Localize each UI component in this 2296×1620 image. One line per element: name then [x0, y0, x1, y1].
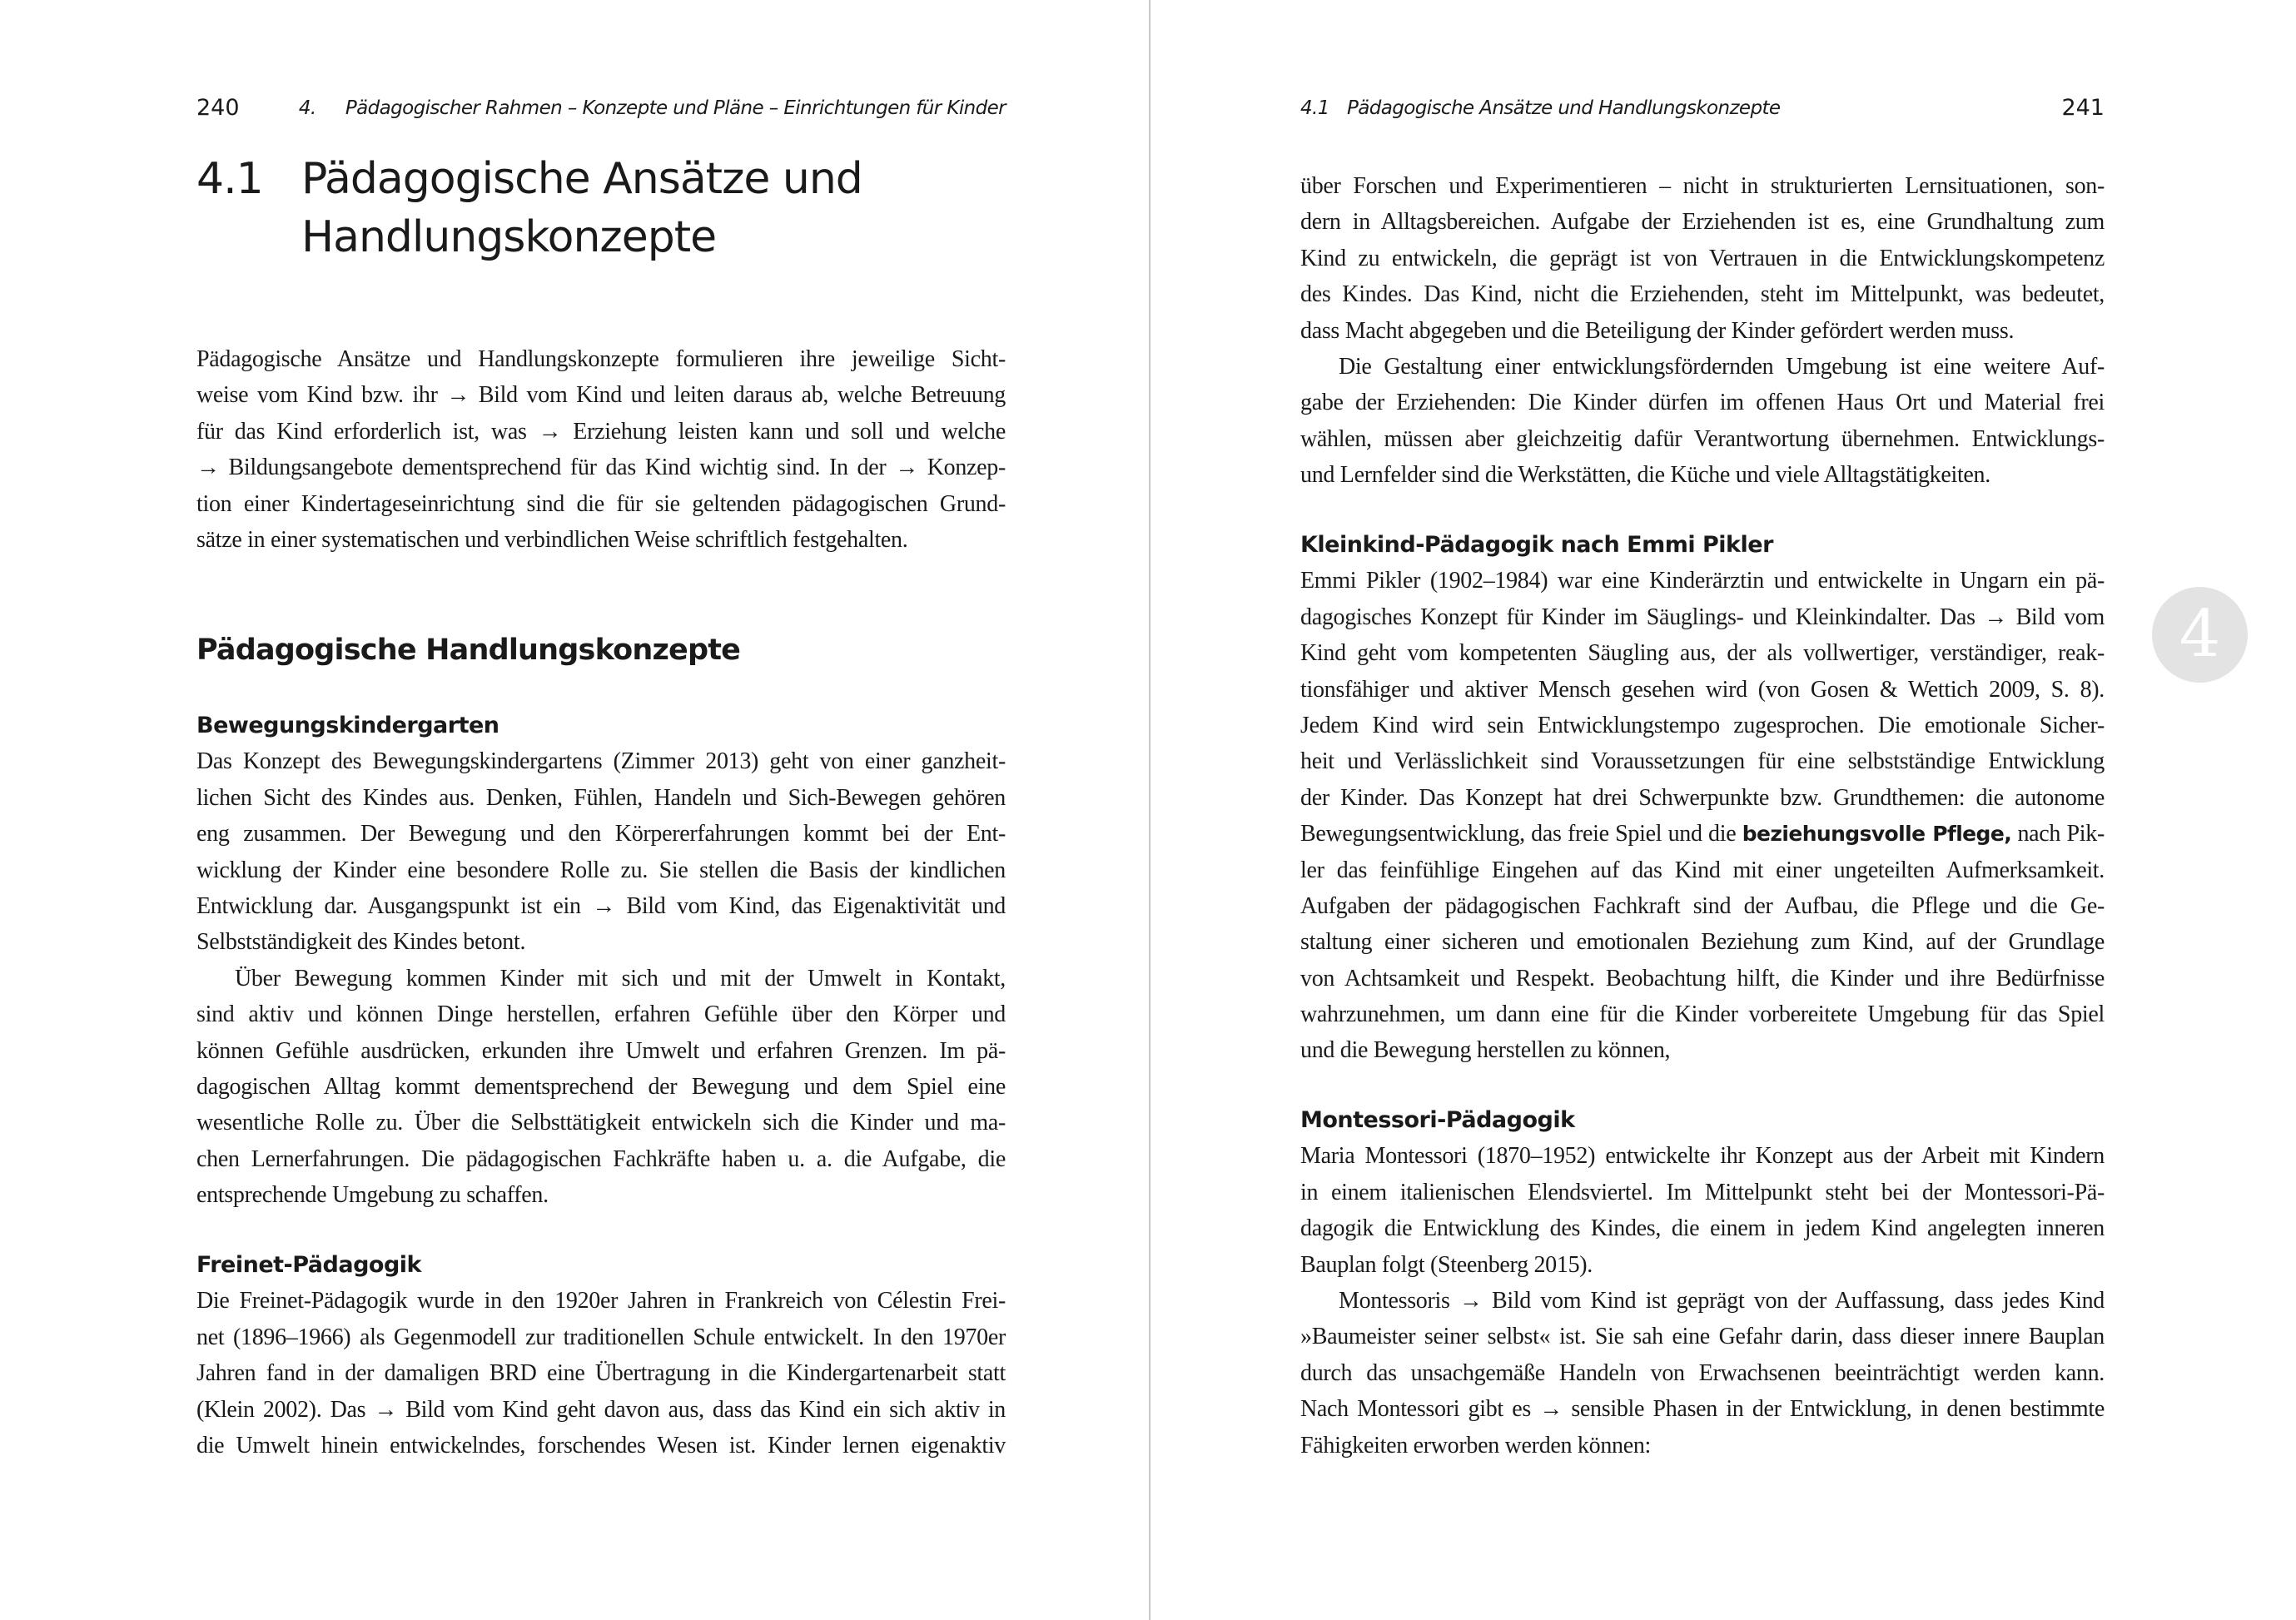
- text-line: Jedem Kind wird sein Entwicklungstempo zugesprochen. Die emotionale Sicher-: [1300, 712, 2105, 738]
- text-line: die Umwelt hinein entwickelndes, forschendes Wesen ist. Kinder lernen eigenaktiv: [196, 1432, 1006, 1458]
- text-line: Fähigkeiten erworben werden können:: [1300, 1432, 1652, 1458]
- text-line: dass Macht abgegeben und die Beteiligung der Kinder gefördert werden muss.: [1300, 317, 2015, 344]
- running-head-title: [1300, 93, 1780, 123]
- text-line: der Kinder. Das Konzept hat drei Schwerpunkte bzw. Grundthemen: die autonome: [1300, 784, 2105, 811]
- subsection-heading: Kleinkind-Pädagogik nach Emmi Pikler: [1300, 532, 1773, 558]
- text-line: Montessoris → Bild vom Kind ist geprägt von der Auffassung, dass jedes Kind: [1339, 1287, 2105, 1314]
- running-head-chapter-number: 4.: [298, 97, 316, 119]
- running-head-section-number: 4.1: [1300, 97, 1329, 119]
- text-line: gabe der Erziehenden: Die Kinder dürfen im offenen Haus Ort und Material frei: [1300, 390, 2105, 416]
- text-line: net (1896–1966) als Gegenmodell zur traditionellen Schule entwickelt. In den 1970er: [196, 1324, 1006, 1350]
- page-gutter-divider: [1149, 0, 1150, 1620]
- text-line: wesentliche Rolle zu. Über die Selbsttätigkeit entwickeln sich die Kinder und ma-: [196, 1110, 1006, 1136]
- text-line: sind aktiv und können Dinge herstellen, erfahren Gefühle über den Körper und: [196, 1001, 1006, 1028]
- text-line: über Forschen und Experimentieren – nicht in strukturierten Lernsituationen, son-: [1300, 173, 2105, 199]
- text-line: ler das feinfühlige Eingehen auf das Kind mit einer ungeteilten Aufmerksamkeit.: [1300, 857, 2105, 883]
- text-line: wählen, müssen aber gleichzeitig dafür Verantwortung übernehmen. Entwicklungs-: [1300, 425, 2105, 452]
- chapter-title-line-2: Handlungskonzepte: [301, 212, 717, 262]
- text-line: staltung einer sicheren und emotionalen Beziehung zum Kind, auf der Grundlage: [1300, 929, 2105, 956]
- chapter-thumb-index-marker: 4: [2152, 587, 2248, 683]
- left-page: [196, 0, 1006, 1620]
- freinet-continued: [1300, 168, 2105, 494]
- text-line: können Gefühle ausdrücken, erkunden ihre Umwelt und erfahren Grenzen. Im pä-: [196, 1037, 1006, 1064]
- section-heading: Pädagogische Handlungskonzepte: [196, 634, 741, 667]
- text-line: Selbstständigkeit des Kindes betont.: [196, 929, 526, 956]
- running-head-title: [299, 93, 1006, 123]
- subsection-heading: Bewegungskindergarten: [196, 713, 499, 738]
- text-line: Emmi Pikler (1902–1984) war eine Kinderärztin und entwickelte in Ungarn ein pä-: [1300, 568, 2105, 594]
- text-line: Das Konzept des Bewegungskindergartens (Zimmer 2013) geht von einer ganzheit-: [196, 748, 1006, 775]
- running-head-text: Pädagogischer Rahmen – Konzepte und Pläne – Einrichtungen für Kinder: [345, 97, 1006, 119]
- section-bewegungskindergarten: [196, 708, 1006, 1213]
- text-line: Nach Montessori gibt es → sensible Phasen in der Entwicklung, in denen bestimmte: [1300, 1396, 2105, 1423]
- text-line: Jahren fand in der damaligen BRD eine Übertragung in die Kindergartenarbeit statt: [196, 1360, 1006, 1387]
- text-line: dagogischen Alltag kommt dementsprechend der Bewegung und dem Spiel eine: [196, 1073, 1006, 1100]
- text-line: von Achtsamkeit und Respekt. Beobachtung hilft, die Kinder und ihre Bedürfnisse: [1300, 965, 2105, 991]
- page-number: 240: [196, 95, 240, 121]
- page-number: 241: [2061, 95, 2105, 121]
- text-line: (Klein 2002). Das → Bild vom Kind geht davon aus, dass das Kind ein sich aktiv in: [196, 1396, 1006, 1423]
- text-line: Über Bewegung kommen Kinder mit sich und mit der Umwelt in Kontakt,: [235, 965, 1006, 991]
- running-head-right: [1300, 93, 2105, 123]
- text-line: und die Bewegung herstellen zu können,: [1300, 1037, 1671, 1064]
- text-line: durch das unsachgemäße Handeln von Erwachsenen beeinträchtigt werden kann.: [1300, 1359, 2105, 1386]
- chapter-title-line-1: Pädagogische Ansätze und: [301, 154, 862, 204]
- text-line: lichen Sicht des Kindes aus. Denken, Fühlen, Handeln und Sich-Bewegen gehören: [196, 784, 1006, 811]
- section-pikler: [1300, 527, 2105, 1069]
- text-line: Aufgaben der pädagogischen Fachkraft sind der Aufbau, die Pflege und die Ge-: [1300, 892, 2105, 919]
- text-line: Die Freinet-Pädagogik wurde in den 1920er Jahren in Frankreich von Célestin Frei-: [196, 1288, 1006, 1314]
- section-freinet: [196, 1247, 1006, 1463]
- text-line: eng zusammen. Der Bewegung und den Körpererfahrungen kommt bei der Ent-: [196, 821, 1006, 847]
- text-line: des Kindes. Das Kind, nicht die Erziehenden, steht im Mittelpunkt, was bedeutet,: [1300, 281, 2105, 308]
- running-head-left: [196, 93, 1006, 123]
- bold-term: beziehungsvolle Pflege,: [1742, 822, 2012, 847]
- subsection-heading: Montessori-Pädagogik: [1300, 1107, 1575, 1133]
- text-line: wicklung der Kinder eine besondere Rolle zu. Sie stellen die Basis der kindlichen: [196, 857, 1006, 883]
- text-line: Entwicklung dar. Ausgangspunkt ist ein → Bild vom Kind, das Eigenaktivität und: [196, 892, 1006, 919]
- text-line-with-bold: Bewegungsentwicklung, das freie Spiel und die beziehungsvolle Pflege, nach Pik-: [1300, 821, 2105, 847]
- text-line: chen Lernerfahrungen. Die pädagogischen Fachkräfte haben u. a. die Aufgabe, die: [196, 1145, 1006, 1172]
- text-line: dagogisches Konzept für Kinder im Säuglings- und Kleinkindalter. Das → Bild vom: [1300, 604, 2105, 630]
- text-line: tion einer Kindertageseinrichtung sind die für sie geltenden pädagogischen Grund-: [196, 490, 1006, 517]
- text-line: in einem italienischen Elendsviertel. Im Mittelpunkt steht bei der Montessori-Pä-: [1300, 1179, 2105, 1205]
- text-line: Bauplan folgt (Steenberg 2015).: [1300, 1251, 1593, 1278]
- text-line: Kind geht vom kompetenten Säugling aus, der als vollwertiger, verständiger, reak-: [1300, 640, 2105, 667]
- chapter-title: [196, 150, 1006, 266]
- text-line: sätze in einer systematischen und verbindlichen Weise schriftlich festgehalten.: [196, 526, 908, 553]
- text-line: »Baumeister seiner selbst« ist. Sie sah eine Gefahr darin, dass dieser innere Bauplan: [1300, 1324, 2105, 1350]
- text-line: Die Gestaltung einer entwicklungsfördernden Umgebung ist eine weitere Auf-: [1339, 353, 2105, 380]
- text-line: heit und Verlässlichkeit sind Voraussetzungen für eine selbstständige Entwicklung: [1300, 748, 2105, 775]
- text-line: tionsfähiger und aktiver Mensch gesehen wird (von Gosen & Wettich 2009, S. 8).: [1300, 676, 2105, 703]
- intro-paragraph: [196, 341, 1006, 558]
- subsection-heading: Freinet-Pädagogik: [196, 1252, 421, 1278]
- text-line: dern in Alltagsbereichen. Aufgabe der Erziehenden ist es, eine Grundhaltung zum: [1300, 209, 2105, 236]
- text-line: → Bildungsangebote dementsprechend für das Kind wichtig sind. In der → Konzep-: [196, 455, 1006, 481]
- chapter-title-number: 4.1: [196, 154, 263, 204]
- text-line: Pädagogische Ansätze und Handlungskonzepte formulieren ihre jeweilige Sicht-: [196, 346, 1006, 372]
- text-line: dagogik die Entwicklung des Kindes, die einem in jedem Kind angelegten inneren: [1300, 1215, 2105, 1242]
- right-page: [1300, 0, 2105, 1620]
- text-line: und Lernfelder sind die Werkstätten, die Küche und viele Alltagstätigkeiten.: [1300, 462, 1990, 489]
- running-head-text: Pädagogische Ansätze und Handlungskonzepte: [1347, 97, 1781, 119]
- text-line: für das Kind erforderlich ist, was → Erziehung leisten kann und soll und welche: [196, 418, 1006, 445]
- text-line: wahrzunehmen, um dann eine für die Kinder vorbereitete Umgebung für das Spiel: [1300, 1001, 2105, 1028]
- text-line: Kind zu entwickeln, die geprägt ist von Vertrauen in die Entwicklungskompetenz: [1300, 245, 2105, 271]
- text-line: Maria Montessori (1870–1952) entwickelte ihr Konzept aus der Arbeit mit Kindern: [1300, 1143, 2105, 1170]
- section-montessori: [1300, 1102, 2105, 1463]
- text-line: entsprechende Umgebung zu schaffen.: [196, 1182, 549, 1209]
- text-line: weise vom Kind bzw. ihr → Bild vom Kind und leiten daraus ab, welche Betreuung: [196, 382, 1006, 409]
